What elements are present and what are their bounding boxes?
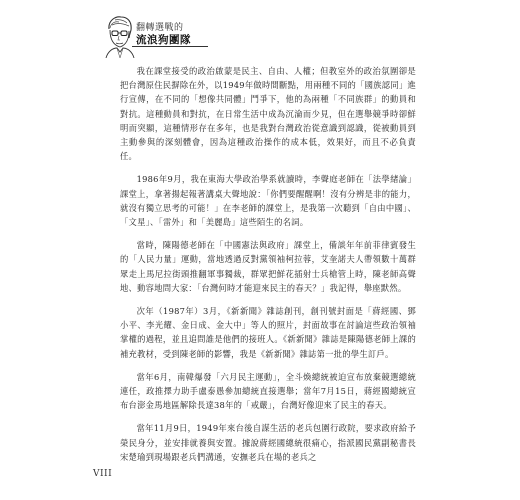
book-title: 流浪狗團隊	[136, 34, 191, 46]
running-header	[102, 14, 252, 60]
paragraph-2: 1986年9月，我在東海大學政治學系就讀時，李聲庭老師在「法學緒論」課堂上，拿著揚起報著講桌大聲地說：「你們要醒醒啊！沒有分辨是非的能力，就沒有獨立思考的可能！」在李老師的課堂上，是我第一次聽到「自由中國」、「文星」、「雷外」和「美麗島」這些陌生的名詞。	[120, 174, 416, 228]
paragraph-1: 我在課堂接受的政治啟蒙是民主、自由、人權；但教室外的政治氛圍卻是把台灣原住民摒除在外，以1949年做時間斷點，用兩種不同的「國族認同」進行宣傳，在不同的「想像共同體」鬥爭下，他的為兩種「不同族群」的動員和對抗。這種動員和對抗，在日常生活中成為沉淪而少見，但在選舉競爭時卻鮮明而突顯，這種情形存在多年，也是我對台灣政治從意識到認識，從被動員到主動參與的深刻體會，因為這種政治操作的成本低，效果好，而且不必負責任。	[120, 66, 416, 162]
author-portrait-sketch	[102, 14, 136, 58]
page-number: VIII	[93, 469, 113, 479]
header-kicker: 翻轉選戰的	[136, 23, 184, 33]
paragraph-6: 當年11月9日，1949年來台後自謀生活的老兵包圍行政院，要求政府給予榮民身分，並安排就養與安置。據說蔣經國總統很痛心，指派國民黨副秘書長宋楚瑜到現場跟老兵們溝通，安撫老兵在場的老兵之	[120, 423, 416, 462]
body-text	[120, 64, 416, 473]
paragraph-4: 次年（1987年）3月，《新新聞》雜誌創刊，創刊號封面是「蔣經國、鄧小平、李光耀、金日成、金大中」等人的照片，封面故事在討論這些政治領袖掌權的過程，並且追問誰是他們的接班人。《新新聞》雜誌是陳陽德老師上課的補充教材，受到陳老師的影響，我是《新新聞》雜誌第一批的學生訂戶。	[120, 306, 416, 359]
paragraph-5: 當年6月，南韓爆發「六月民主運動」，全斗煥總統被迫宣布放棄競選總統連任，政推擇力助手盧泰愚參加總統直接選舉；當年7月15日，蔣經國總統宣布台澎金馬地區解除長達38年的「戒嚴」，台灣好像迎來了民主的春天。	[120, 371, 416, 411]
paragraph-3: 當時，陳陽德老師在「中國憲法與政府」課堂上，備談年年前菲律賓發生的「人民力量」運動，當地透過反對黨領袖柯拉蓉，艾奎諾夫人帶領數十萬群眾走上馬尼拉街頭推翻軍事獨裁，群眾把鮮花插射士兵槍管上時，陳老師高聲地、動容地問大家：「台灣何時才能迎來民主的春天？」我記得，舉座默然。	[120, 240, 416, 293]
